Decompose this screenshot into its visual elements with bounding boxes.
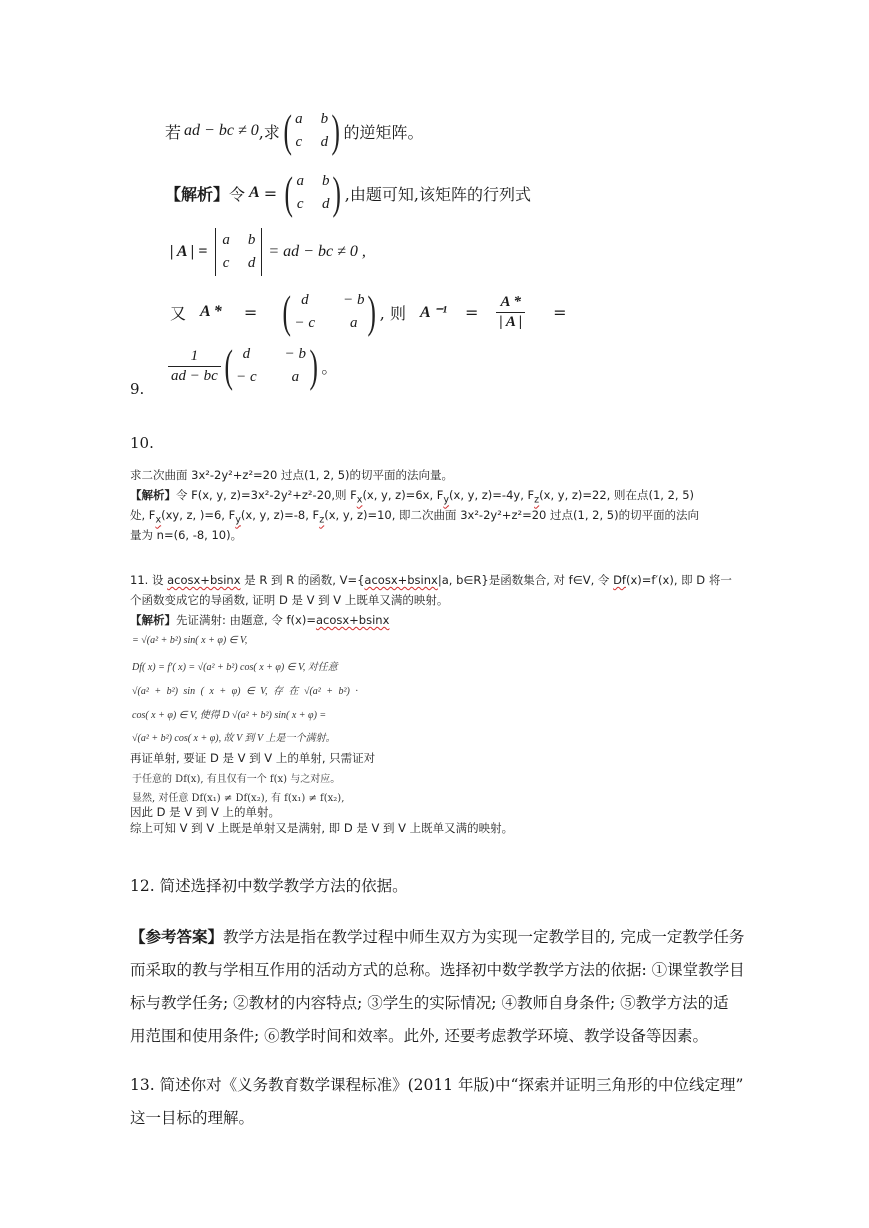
q12-answer-line2: 而采取的教与学相互作用的活动方式的总称。选择初中数学教学方法的依据: ①课堂教学目 (130, 961, 745, 979)
q11-conclusion: 综上可知 V 到 V 上既是单射又是满射, 即 D 是 V 到 V 上既单又满的映射。 (130, 821, 514, 835)
q9-solution-line1: 【解析】 令 A = ( a b c d ) ,由题可知,该矩阵的行列式 (165, 167, 531, 218)
q11-problem-line1: 11. 设 acosx+bsinx 是 R 到 R 的函数, V={acosx+bsinx|a, b∈R}是函数集合, 对 f∈V, 令 Df(x)=f′(x), 即 D 将一 (130, 573, 732, 587)
q13-question-line1: 13. 简述你对《义务教育数学课程标准》(2011 年版)中“探索并证明三角形的中位线定理” (130, 1076, 744, 1094)
q11-injective-line4: 因此 D 是 V 到 V 上的单射。 (130, 805, 281, 819)
q9-matrix-abcd: ( a b c d ) (283, 105, 341, 156)
q11-problem-line2: 个函数变成它的导函数, 证明 D 是 V 到 V 上既单又满的映射。 (130, 593, 449, 607)
q12-question: 12. 简述选择初中数学教学方法的依据。 (130, 877, 408, 895)
q9-matrix-adj-2: ( d − b − c a ) (224, 340, 318, 391)
q9-solution-line4: $\frac{1}{ad - bc}$ ( d − b − c a ) 。 (168, 343, 337, 389)
q12-answer-line4: 用范围和使用条件; ⑥教学时间和效率。此外, 还要考虑教学环境、教学设备等因素。 (130, 1027, 709, 1045)
q12-answer-tag: 【参考答案】 (130, 927, 224, 946)
q10-number: 10. (130, 434, 154, 452)
q11-math-line1: = √(a² + b²) sin( x + φ) ∈ V, (132, 635, 248, 646)
q10-solution-line2: 处, $F_x(xy$, z, )=6, $F_y(x$, y, z)=-8, $F_z(x$, y, z)=10, 即二次曲面 3x²-2y²+z²=20 过点(1, 2, 5)的切平面的法向 (130, 508, 700, 526)
q9-problem-mid: ,求 (258, 122, 280, 142)
q9-problem-suffix: 的逆矩阵。 (343, 122, 424, 142)
q11-injective-line2: 于任意的 Df(x), 有且仅有一个 f(x) 与之对应。 (132, 774, 341, 785)
q11-injective-line1: 再证单射, 要证 D 是 V 到 V 上的单射, 只需证对 (130, 751, 376, 765)
q11-math-line2: Df( x) = f′( x) = √(a² + b²) cos( x + φ) ∈ V, 对任意 (132, 662, 338, 673)
q9-problem-prefix: 若 (165, 122, 182, 142)
q11-injective-line3: 显然, 对任意 Df(x₁) ≠ Df(x₂), 有 f(x₁) ≠ f(x₂), (132, 793, 345, 804)
q13-question-line2: 这一目标的理解。 (130, 1109, 255, 1127)
q11-math-line4: cos( x + φ) ∈ V, 使得 D √(a² + b²) sin( x + φ) = (132, 710, 327, 721)
q9-solution-tag: 【解析】 (165, 184, 230, 204)
q10-solution-line1: 【解析】令 F(x, y, z)=3x²-2y²+z²-20,则 $F_x(x$, y, z)=6x, $F_y(x$, y, z)=-4y, $F_z(x$, y, z)=22, 则在点(1, 2, 5) (130, 488, 695, 506)
q9-frac-one-over-det: $\frac{1}{ad - bc}$ (168, 348, 221, 385)
q9-solution-line2: | A | = a b c d = ad − bc ≠ 0 , (170, 228, 366, 276)
q9-solution-line3: 又 A * = ( d − b − c a ) , 则 A ⁻¹ = $\frac{A *}{| A |}$ = (170, 286, 567, 337)
q12-answer-line1: 【参考答案】教学方法是指在教学过程中师生双方为实现一定教学目的, 完成一定教学任务 (130, 927, 745, 946)
q9-determinant: a b c d (222, 232, 256, 271)
q11-math-line5: √(a² + b²) cos( x + φ), 故 V 到 V 上是一个满射。 (132, 733, 336, 744)
q10-problem: 求二次曲面 3x²-2y²+z²=20 过点(1, 2, 5)的切平面的法向量。 (130, 468, 454, 482)
q10-solution-line3: 量为 n=(6, -8, 10)。 (130, 528, 243, 542)
q9-frac-astar-over-det: $\frac{A *}{| A |}$ (496, 294, 525, 331)
q9-problem (165, 105, 424, 156)
q11-math-line3: √(a² + b²) sin ( x + φ) ∈ V, 存 在 √(a² + b²) · (132, 686, 358, 697)
q11-solution-line1: 【解析】先证满射: 由题意, 令 f(x)=acosx+bsinx (130, 613, 390, 627)
q9-matrix-adj: ( d − b − c a ) (282, 286, 377, 337)
q9-number: 9. (130, 380, 145, 398)
q9-problem-condition: ad − bc ≠ 0 (184, 122, 259, 139)
q9-matrix-abcd-2: ( a b c d ) (284, 167, 342, 218)
q12-answer-line3: 标与教学任务; ②教材的内容特点; ③学生的实际情况; ④教师自身条件; ⑤教学方法的适 (130, 994, 729, 1012)
